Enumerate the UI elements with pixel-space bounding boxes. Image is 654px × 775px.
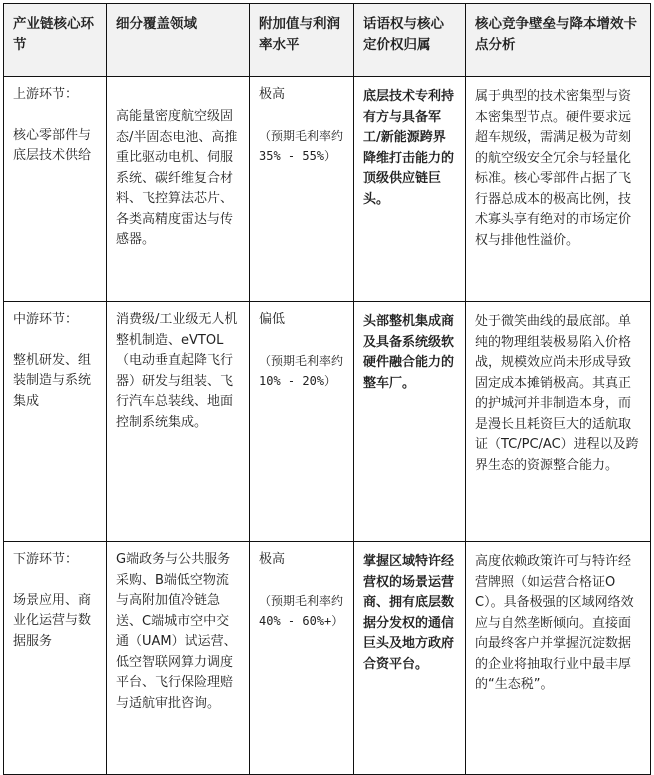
margin-range: （预期毛利率约 35% - 55%） bbox=[259, 128, 344, 163]
stage-subtitle: 整机研发、组装制造与系统集成 bbox=[13, 352, 92, 409]
stage-cell bbox=[4, 77, 107, 302]
margin-level: 极高 bbox=[259, 87, 286, 102]
header-stage: 产业链核心环节 bbox=[4, 4, 107, 77]
power-cell: 掌握区域特许经营权的场景运营商、拥有底层数据分发权的通信巨头及地方政府合资平台。 bbox=[354, 542, 466, 775]
domains-cell: 消费级/工业级无人机整机制造、eVTOL（电动垂直起降飞行器）研发与组装、飞行汽车总装线、地面控制系统集成。 bbox=[107, 302, 250, 542]
domains-cell: 高能量密度航空级固态/半固态电池、高推重比驱动电机、伺服系统、碳纤维复合材料、飞控算法芯片、各类高精度雷达与传感器。 bbox=[107, 77, 250, 302]
table-row-downstream bbox=[4, 542, 651, 775]
stage-subtitle: 场景应用、商业化运营与数据服务 bbox=[13, 592, 92, 649]
domains-cell: G端政务与公共服务采购、B端低空物流与高附加值冷链急送、C端城市空中交通（UAM）试运营、低空智联网算力调度平台、飞行保险理赔与适航审批咨询。 bbox=[107, 542, 250, 775]
margin-level: 极高 bbox=[259, 552, 286, 567]
table-row-upstream bbox=[4, 77, 651, 302]
header-domains: 细分覆盖领域 bbox=[107, 4, 250, 77]
stage-cell bbox=[4, 302, 107, 542]
stage-cell bbox=[4, 542, 107, 775]
header-power: 话语权与核心定价权归属 bbox=[354, 4, 466, 77]
header-margin: 附加值与利润率水平 bbox=[250, 4, 354, 77]
analysis-cell: 高度依赖政策许可与特许经营牌照（如运营合格证OC）。具备极强的区域网络效应与自然垄断倾向。直接面向最终客户并掌握沉淀数据的企业将抽取行业中最丰厚的“生态税”。 bbox=[466, 542, 651, 775]
margin-range: （预期毛利率约 10% - 20%） bbox=[259, 353, 344, 388]
stage-subtitle: 核心零部件与底层技术供给 bbox=[13, 127, 92, 163]
table-row-midstream bbox=[4, 302, 651, 542]
stage-title: 下游环节： bbox=[13, 552, 79, 567]
power-cell: 底层技术专利持有方与具备军工/新能源跨界降维打击能力的顶级供应链巨头。 bbox=[354, 77, 466, 302]
table-header-row bbox=[4, 4, 651, 77]
industry-chain-table bbox=[3, 3, 651, 775]
power-cell: 头部整机集成商及具备系统级软硬件融合能力的整车厂。 bbox=[354, 302, 466, 542]
margin-range: （预期毛利率约 40% - 60%+） bbox=[259, 593, 344, 628]
margin-cell bbox=[250, 77, 354, 302]
margin-cell bbox=[250, 302, 354, 542]
margin-cell bbox=[250, 542, 354, 775]
header-analysis: 核心竞争壁垒与降本增效卡点分析 bbox=[466, 4, 651, 77]
analysis-cell: 属于典型的技术密集型与资本密集型节点。硬件要求远超车规级，需满足极为苛刻的航空级安全冗余与轻量化标准。核心零部件占据了飞行器总成本的极高比例，技术寡头享有绝对的市场定价权与排他性溢价。 bbox=[466, 77, 651, 302]
margin-level: 偏低 bbox=[259, 312, 286, 327]
stage-title: 上游环节： bbox=[13, 87, 79, 102]
analysis-cell: 处于微笑曲线的最底部。单纯的物理组装极易陷入价格战，规模效应尚未形成导致固定成本摊销极高。其真正的护城河并非制造本身，而是漫长且耗资巨大的适航取证（TC/PC/AC）进程以及跨界生态的资源整合能力。 bbox=[466, 302, 651, 542]
stage-title: 中游环节： bbox=[13, 312, 79, 327]
